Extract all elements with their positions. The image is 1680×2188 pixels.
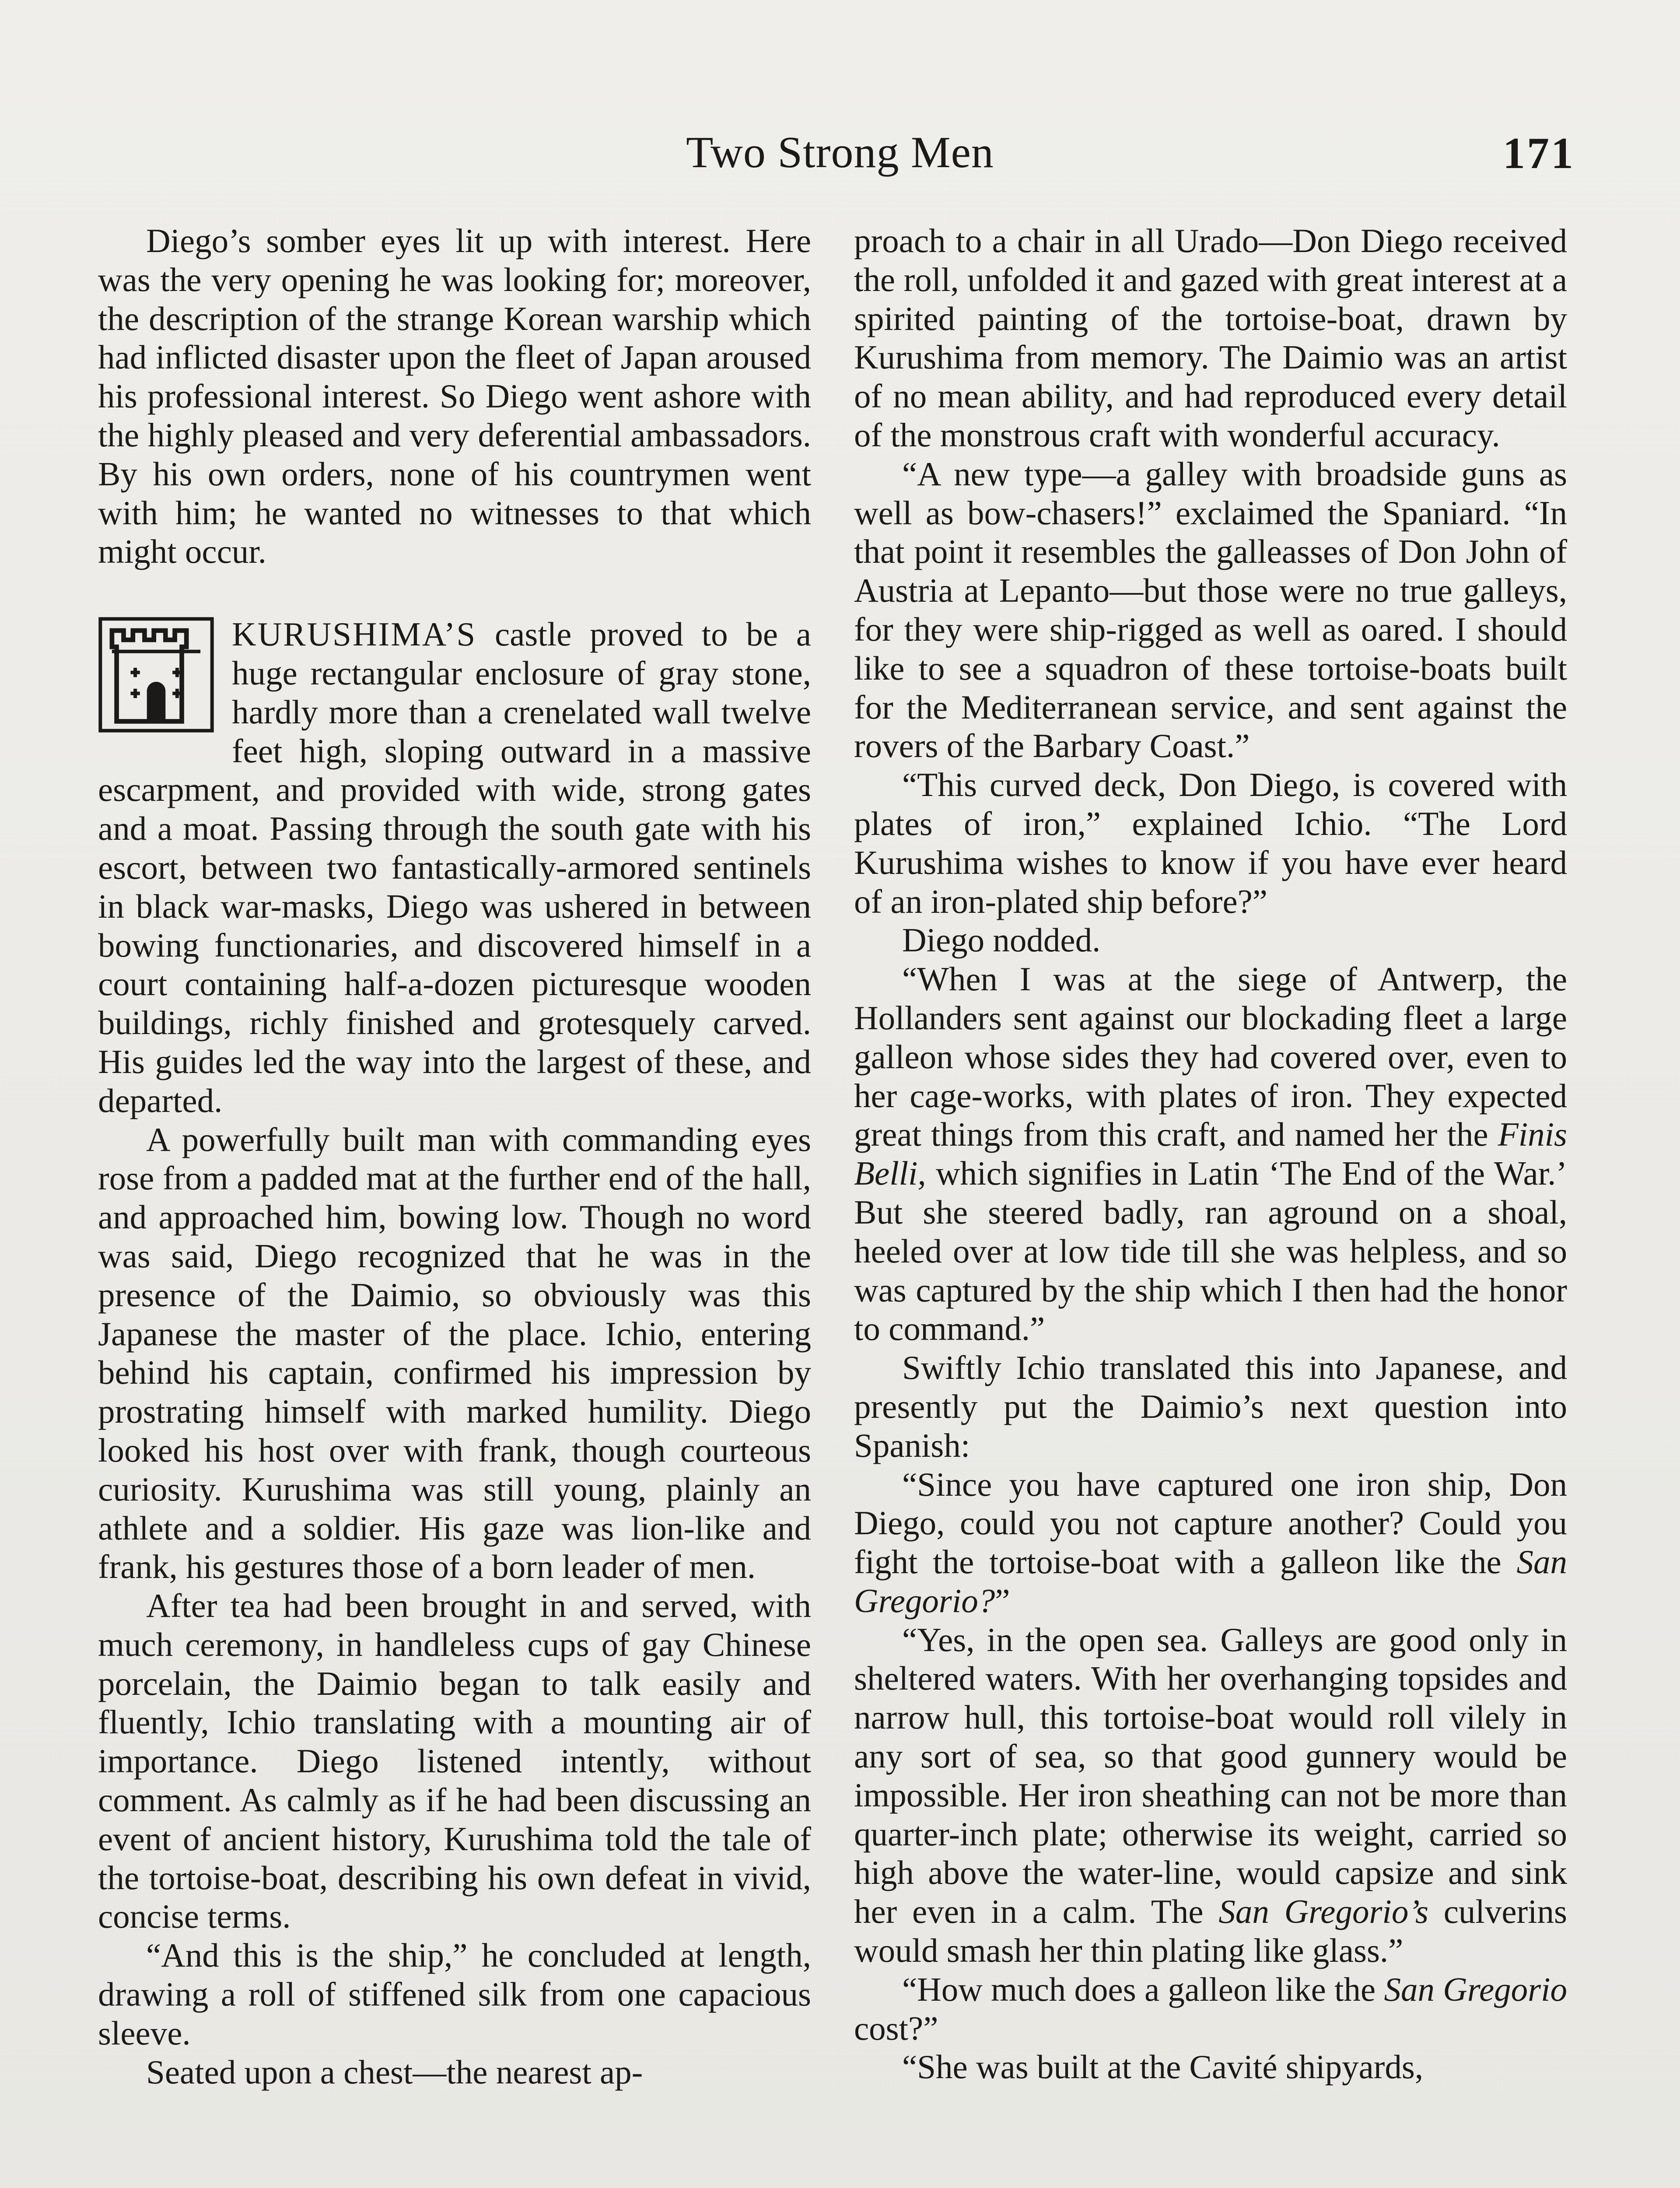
paragraph (854, 1970, 1567, 2048)
paragraph-text: “When I was at the siege of Antwerp, the Hollanders sent against our blockading fleet a large galleon whose sides they had covered over, even to her cage-works, with plates of iron. They expected great things from this craft, and named her the (854, 960, 1567, 1154)
ship-name: Finis Belli, (854, 1115, 1567, 1192)
paragraph-text: ” (995, 1581, 1010, 1620)
paragraph (854, 960, 1567, 1348)
paragraph-text: which signifies in Latin ‘The End of the War.’ But she steered badly, ran aground on a shoal, heeled over at low tide till she was helpless, and so was captured by the ship which I then had the honor to command.” (854, 1154, 1567, 1348)
paragraph-text: “How much does a galleon like the (902, 1970, 1384, 2008)
paragraph (854, 1465, 1567, 1620)
left-column (98, 221, 811, 2091)
paragraph: “She was built at the Cavité shipyards, (902, 2048, 1424, 2086)
paragraph (854, 1620, 1567, 1970)
paragraph-text: cost?” (854, 2009, 938, 2047)
paragraph: “This curved deck, Don Diego, is covered with plates of iron,” explained Ichio. “The Lord Kurushima wishes to know if you have ever heard of an iron-plated ship before?” (854, 766, 1567, 920)
paragraph-text: castle proved to be a huge rectangular enclosure of gray stone, hardly more than a crenelated wall twelve feet high, sloping outward in a massive escarpment, and provided with wide, strong gates and a moat. Passing through the south gate with his escort, between two fantastically-armored sentinels in black war-masks, Diego was ushered in between bowing functionaries, and discovered himself in a court containing half-a-dozen picturesque wooden buildings, richly finished and grotesquely carved. His guides led the way into the largest of these, and departed. (98, 615, 811, 1119)
paragraph: Diego’s somber eyes lit up with interest. Here was the very opening he was looking for; moreover, the description of the strange Korean warship which had inflicted disaster upon the fleet of Japan aroused his professional interest. So Diego went ashore with the highly pleased and very deferential ambassadors. By his own orders, none of his countrymen went with him; he wanted no witnesses to that which might occur. (98, 222, 811, 571)
paragraph: Diego nodded. (902, 921, 1101, 959)
paragraph: Seated upon a chest—the nearest ap- (146, 2053, 643, 2091)
right-column (854, 221, 1567, 2086)
paragraph: “A new type—a galley with broadside guns as well as bow-chasers!” exclaimed the Spaniard. “In that point it resembles the galleasses of Don John of Austria at Lepanto—but those were no true galleys, for they were ship-rigged as well as oared. I should like to see a squadron of these tortoise-boats built for the Mediterranean service, and sent against the rovers of the Barbary Coast.” (854, 455, 1567, 765)
paragraph: After tea had been brought in and served, with much ceremony, in handleless cups of gay Chinese porcelain, the Daimio began to talk easily and fluently, Ichio translating with a mounting air of importance. Diego listened intently, without comment. As calmly as if he had been discussing an event of ancient history, Kurushima told the tale of the tortoise-boat, describing his own defeat in vivid, concise terms. (98, 1587, 811, 1936)
section-opening-paragraph (98, 615, 811, 1120)
paragraph-text: “Since you have captured one iron ship, Don Diego, could you not capture another? Could you fight the tortoise-boat with a galleon like the (854, 1465, 1567, 1581)
section-lead-words: KURUSHIMA’S (232, 615, 477, 653)
castle-tower-icon (98, 617, 214, 733)
paragraph-text: “Yes, in the open sea. Galleys are good only in sheltered waters. With her overhanging topsides and narrow hull, this tortoise-boat would roll vilely in any sort of sea, so that good gunnery would be impossible. Her iron sheathing can not be more than quarter-inch plate; otherwise its weight, carried so high above the water-line, would capsize and sink her even in a calm. The (854, 1620, 1567, 1931)
page-number: 171 (1503, 129, 1575, 178)
paragraph: “And this is the ship,” he concluded at length, drawing a roll of stiffened silk from one capacious sleeve. (98, 1936, 811, 2052)
paragraph: proach to a chair in all Urado—Don Diego received the roll, unfolded it and gazed with great interest at a spirited painting of the tortoise-boat, drawn by Kurushima from memory. The Daimio was an artist of no mean ability, and had reproduced every detail of the monstrous craft with wonderful accuracy. (854, 222, 1567, 454)
ship-name: San Gregorio (1384, 1970, 1568, 2008)
running-title: Two Strong Men (686, 128, 994, 177)
ship-name: San Gregorio’s (1218, 1893, 1429, 1931)
paragraph: A powerfully built man with commanding eyes rose from a padded mat at the further end of the hall, and approached him, bowing low. Though no word was said, Diego recognized that he was in the presence of the Daimio, so obviously was this Japanese the master of the place. Ichio, entering behind his captain, confirmed his impression by prostrating himself with marked humility. Diego looked his host over with frank, though courteous curiosity. Kurushima was still young, plainly an athlete and a soldier. His gaze was lion-like and frank, his gestures those of a born leader of men. (98, 1120, 811, 1586)
ship-name: San Gregorio? (854, 1543, 1567, 1620)
paragraph: Swiftly Ichio translated this into Japanese, and presently put the Daimio’s next question into Spanish: (854, 1349, 1567, 1464)
paragraph-text: culverins would smash her thin plating like glass.” (854, 1893, 1567, 1970)
